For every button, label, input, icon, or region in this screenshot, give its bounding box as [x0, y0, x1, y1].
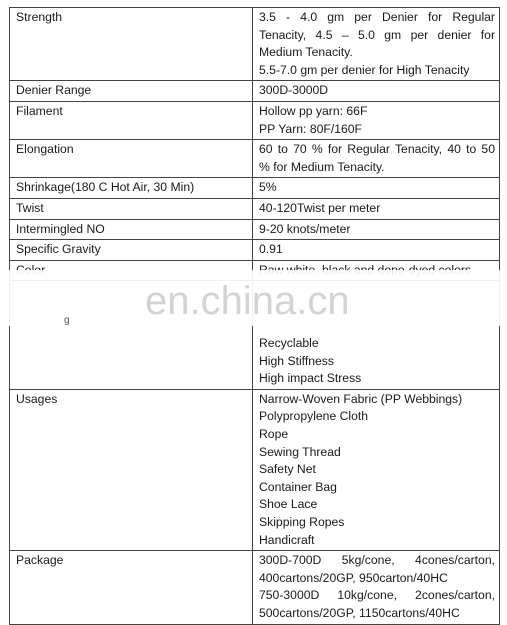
table-row	[10, 389, 500, 550]
row-label: Shrinkage(180 C Hot Air, 30 Min)	[10, 178, 253, 199]
row-label: Intermingled NO	[10, 219, 253, 240]
row-label: Usages	[10, 389, 253, 550]
value-line: Medium Tenacity.	[259, 45, 353, 60]
value-line: Container Bag	[259, 479, 337, 494]
table-row	[10, 198, 500, 219]
value-line: Safety Net	[259, 462, 316, 477]
value-line: Polypropylene Cloth	[259, 409, 369, 424]
row-value	[253, 240, 500, 261]
table-row	[10, 551, 500, 624]
row-label: Elongation	[10, 140, 253, 178]
value-line: Sewing Thread	[259, 444, 341, 459]
value-line: % for Medium Tenacity.	[259, 159, 385, 174]
value-line: High impact Stress	[259, 371, 362, 386]
value-line: Recyclable	[259, 336, 319, 351]
table-row	[10, 219, 500, 240]
row-label: Filament	[10, 101, 253, 139]
value-line: 300D-700D 5kg/cone, 4cones/carton,	[259, 553, 495, 568]
row-value	[253, 8, 500, 81]
value-line: Narrow-Woven Fabric (PP Webbings)	[259, 391, 463, 406]
table-row	[10, 8, 500, 81]
value-line: 500cartons/20GP, 1150cartons/40HC	[259, 606, 460, 620]
value-line: Handicraft	[259, 532, 315, 547]
row-label: Specific Gravity	[10, 240, 253, 261]
row-label: Strength	[10, 8, 253, 81]
value-line: 300D-3000D	[259, 83, 329, 98]
table-row	[10, 140, 500, 178]
row-value	[253, 198, 500, 219]
value-line: 9-20 knots/meter	[259, 221, 351, 236]
table-row	[10, 178, 500, 199]
value-line: 5.5-7.0 gm per denier for High Tenacity	[259, 62, 470, 77]
value-line: Tenacity, 4.5 – 5.0 gm per denier for	[259, 27, 495, 42]
row-label: Package	[10, 551, 253, 624]
watermark: en.china.cn	[145, 279, 350, 323]
value-line: 400cartons/20GP, 950carton/40HC	[259, 570, 448, 585]
value-line: 60 to 70 % for Regular Tenacity, 40 to 50	[259, 142, 495, 157]
row-label: Twist	[10, 198, 253, 219]
table-row	[10, 81, 500, 102]
value-line: PP Yarn: 80F/160F	[259, 121, 362, 136]
value-line: Skipping Ropes	[259, 515, 345, 530]
row-value	[253, 551, 500, 624]
value-line: 0.91	[259, 242, 283, 257]
row-value	[253, 140, 500, 178]
table-row	[10, 101, 500, 139]
obscured-label-fragment: g	[64, 315, 70, 326]
row-value	[253, 101, 500, 139]
value-line: 5%	[259, 180, 277, 195]
row-value	[253, 219, 500, 240]
value-line: 40-120Twist per meter	[259, 200, 381, 215]
row-value	[253, 81, 500, 102]
value-line: High Stiffness	[259, 353, 334, 368]
table-row	[10, 240, 500, 261]
value-line: Rope	[259, 427, 289, 442]
value-line: 3.5 - 4.0 gm per Denier for Regular	[259, 10, 495, 24]
row-label: Denier Range	[10, 81, 253, 102]
row-value	[253, 389, 500, 550]
value-line: 750-3000D 10kg/cone, 2cones/carton,	[259, 588, 495, 603]
value-line: Hollow pp yarn: 66F	[259, 103, 368, 118]
row-value	[253, 178, 500, 199]
value-line: Shoe Lace	[259, 497, 318, 512]
